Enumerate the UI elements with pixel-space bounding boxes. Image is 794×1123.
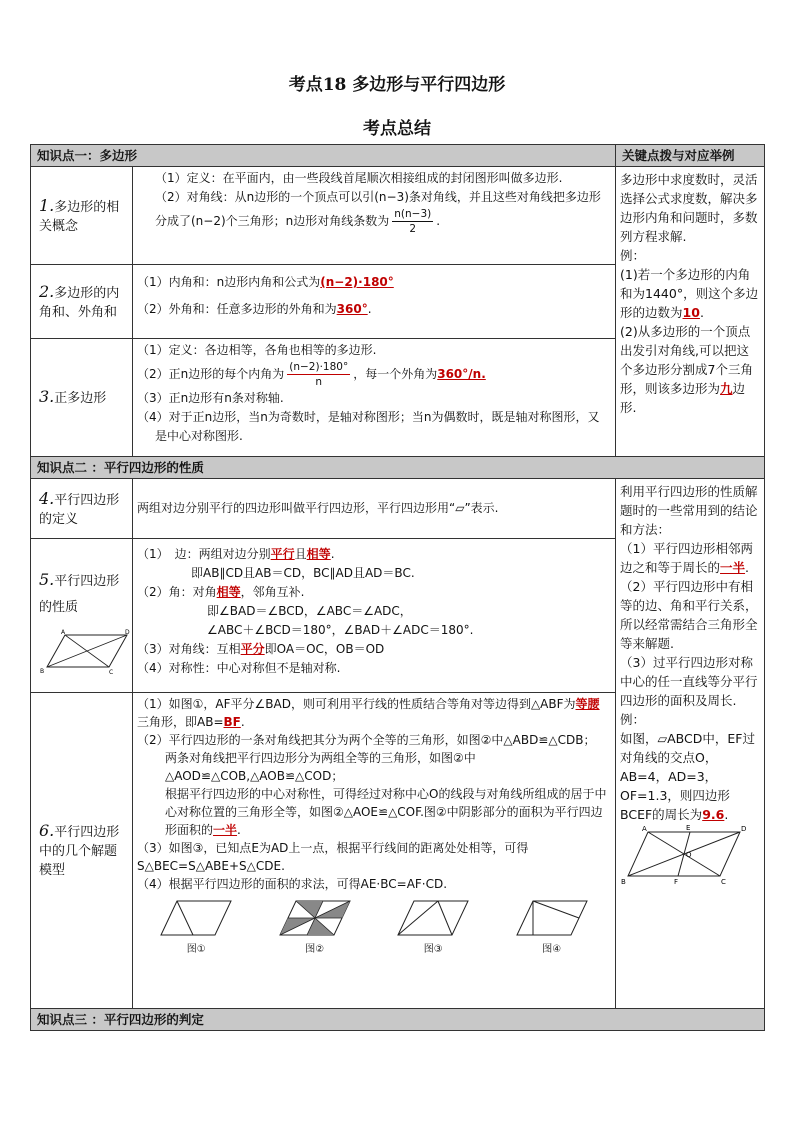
answer: 360°/n. — [437, 367, 486, 381]
row-content-parallelogram-def: 两组对边分别平行的四边形叫做平行四边形，平行四边形用“▱”表示. — [133, 479, 616, 539]
row-content-regular-polygon: （1）定义：各边相等，各角也相等的多边形. （2）正n边形的每个内角为 $\frac{(n-2)\cdot 180^\circ}{n}$ ，每一个外角为360°/n. （3）正n边形有n条对称轴. （4）对于正n边形，当n为奇数时，是轴对称图形；当n为偶数时，既是轴对称图形，又是中心对称图形. — [133, 339, 616, 457]
row-label-solving-models: 6.平行四边形中的几个解题模型 — [31, 693, 133, 1009]
page-subtitle: 考点总结 — [363, 119, 431, 139]
answer: 9.6 — [702, 807, 725, 822]
section-header-k2: 知识点二 ：平行四边形的性质 — [31, 457, 765, 479]
row-label-polygon-concept: 1.多边形的相关概念 — [31, 167, 133, 265]
row-label-parallelogram-property: 5.平行四边形的性质 A B C D — [31, 539, 133, 693]
svg-text:F: F — [674, 878, 679, 886]
svg-text:C: C — [109, 669, 114, 675]
figure-2: 图② — [276, 895, 354, 959]
row-content-angle-sum: （1）内角和：n边形内角和公式为(n−2)·180° （2）外角和：任意多边形的外角和为360°. — [133, 265, 616, 339]
row-content-solving-models: （1）如图①，AF平分∠BAD，则可利用平行线的性质结合等角对等边得到△ABF为等腰三角形，即AB=BF. （2）平行四边形的一条对角线把其分为两个全等的三角形，如图②中△ABD≌△CDB； 两条对角线把平行四边形分为两组全等的三角形，如图②中△AOD≌△COB,△AOB≌△COD； 根据平行四边形的中心对称性，可得经过对称中心O的线段与对角线所组成的居于中心对称位置的三角形全等，如图②△AOE≌△COF.图②中阴影部分的面积为平行四边形面积的一半. （3）如图③，已知点E为AD上一点，根据平行线间的距离处处相等，可得S△BEC=S△ABE+S△CDE. （4）根据平行四边形的面积的求法，可得AE·BC=AF·CD. 图① 图② 图③ 图④ — [133, 693, 616, 1009]
svg-text:A: A — [61, 629, 66, 636]
svg-text:A: A — [642, 825, 647, 833]
svg-text:O: O — [686, 851, 692, 859]
answer: 平行 — [270, 547, 295, 561]
row-content-parallelogram-property: （1） 边：两组对边分别平行且相等. 即AB∥CD且AB＝CD，BC∥AD且AD＝BC. （2）角：对角相等，邻角互补. 即∠BAD＝∠BCD，∠ABC＝∠ADC， ∠ABC＋∠BCD＝180°，∠BAD＋∠ADC＝180°. （3）对角线：互相平分即OA＝OC，OB＝OD （4）对称性：中心对称但不是轴对称. — [133, 539, 616, 693]
answer: 一半 — [213, 823, 238, 837]
answer: 等腰 — [575, 697, 600, 711]
parallelogram-efo-figure — [620, 824, 750, 886]
row-label-angle-sum: 2.多边形的内角和、外角和 — [31, 265, 133, 339]
section-header-k3: 知识点三 ：平行四边形的判定 — [31, 1009, 765, 1031]
answer: 一半 — [720, 560, 746, 575]
answer: 平分 — [240, 642, 265, 656]
answer: (n−2)·180° — [320, 275, 394, 289]
model-figures — [137, 893, 611, 959]
figure-1: 图① — [157, 895, 235, 959]
svg-text:B: B — [40, 668, 45, 675]
row-content-polygon-concept — [133, 167, 616, 265]
answer: 10 — [682, 305, 700, 320]
row-label-parallelogram-def: 4.平行四边形的定义 — [31, 479, 133, 539]
text-line: （2）对角线：从n边形的一个顶点可以引(n−3)条对角线，并且这些对角线把多边形分成了(n−2)个三角形；n边形对角线条数为 $\frac{n(n-3)}{2}$ . — [155, 190, 601, 235]
page-title: 考点18 多边形与平行四边形 — [288, 75, 506, 95]
answer: BF — [223, 715, 241, 729]
text-line: （1）定义：在平面内，由一些段线首尾顺次相接组成的封闭图形叫做多边形. — [155, 171, 563, 185]
side-note-parallelogram: 利用平行四边形的性质解题时的一些常用到的结论和方法： （1）平行四边形相邻两边之和等于周长的一半. （2）平行四边形中有相等的边、角和平行关系，所以经常需结合三角形全等来解题. （3）过平行四边形对称中心的任一直线等分平行四边形的面积及周长. 例： 如图，▱ABCD中，EF过对角线的交点O，AB=4，AD=3，OF=1.3，则四边形BCEF的周长为9.6. A D B C E F O — [616, 479, 765, 1009]
row-label-regular-polygon: 3.正多边形 — [31, 339, 133, 457]
figure-3: 图③ — [394, 895, 472, 959]
side-note-polygon: 多边形中求度数时，灵活选择公式求度数，解决多边形内角和问题时，多数列方程求解. 例： (1)若一个多边形的内角和为1440°，则这个多边形的边数为10. (2)从多边形的一个顶点出发引对角线,可以把这个多边形分割成7个三角形，则该多边形为九边形. — [616, 167, 765, 457]
svg-text:C: C — [721, 878, 726, 886]
svg-text:D: D — [125, 629, 130, 636]
svg-text:B: B — [621, 878, 626, 886]
answer: 相等 — [306, 547, 331, 561]
svg-text:E: E — [686, 824, 691, 832]
summary-table — [30, 144, 765, 1031]
svg-text:D: D — [741, 825, 747, 833]
answer: 相等 — [216, 585, 241, 599]
side-header: 关键点拨与对应举例 — [616, 145, 765, 167]
section-header-k1: 知识点一：多边形 — [31, 145, 616, 167]
figure-4: 图④ — [513, 895, 591, 959]
parallelogram-abcd-figure — [39, 627, 131, 675]
answer: 九 — [720, 381, 733, 396]
answer: 360° — [336, 302, 368, 316]
